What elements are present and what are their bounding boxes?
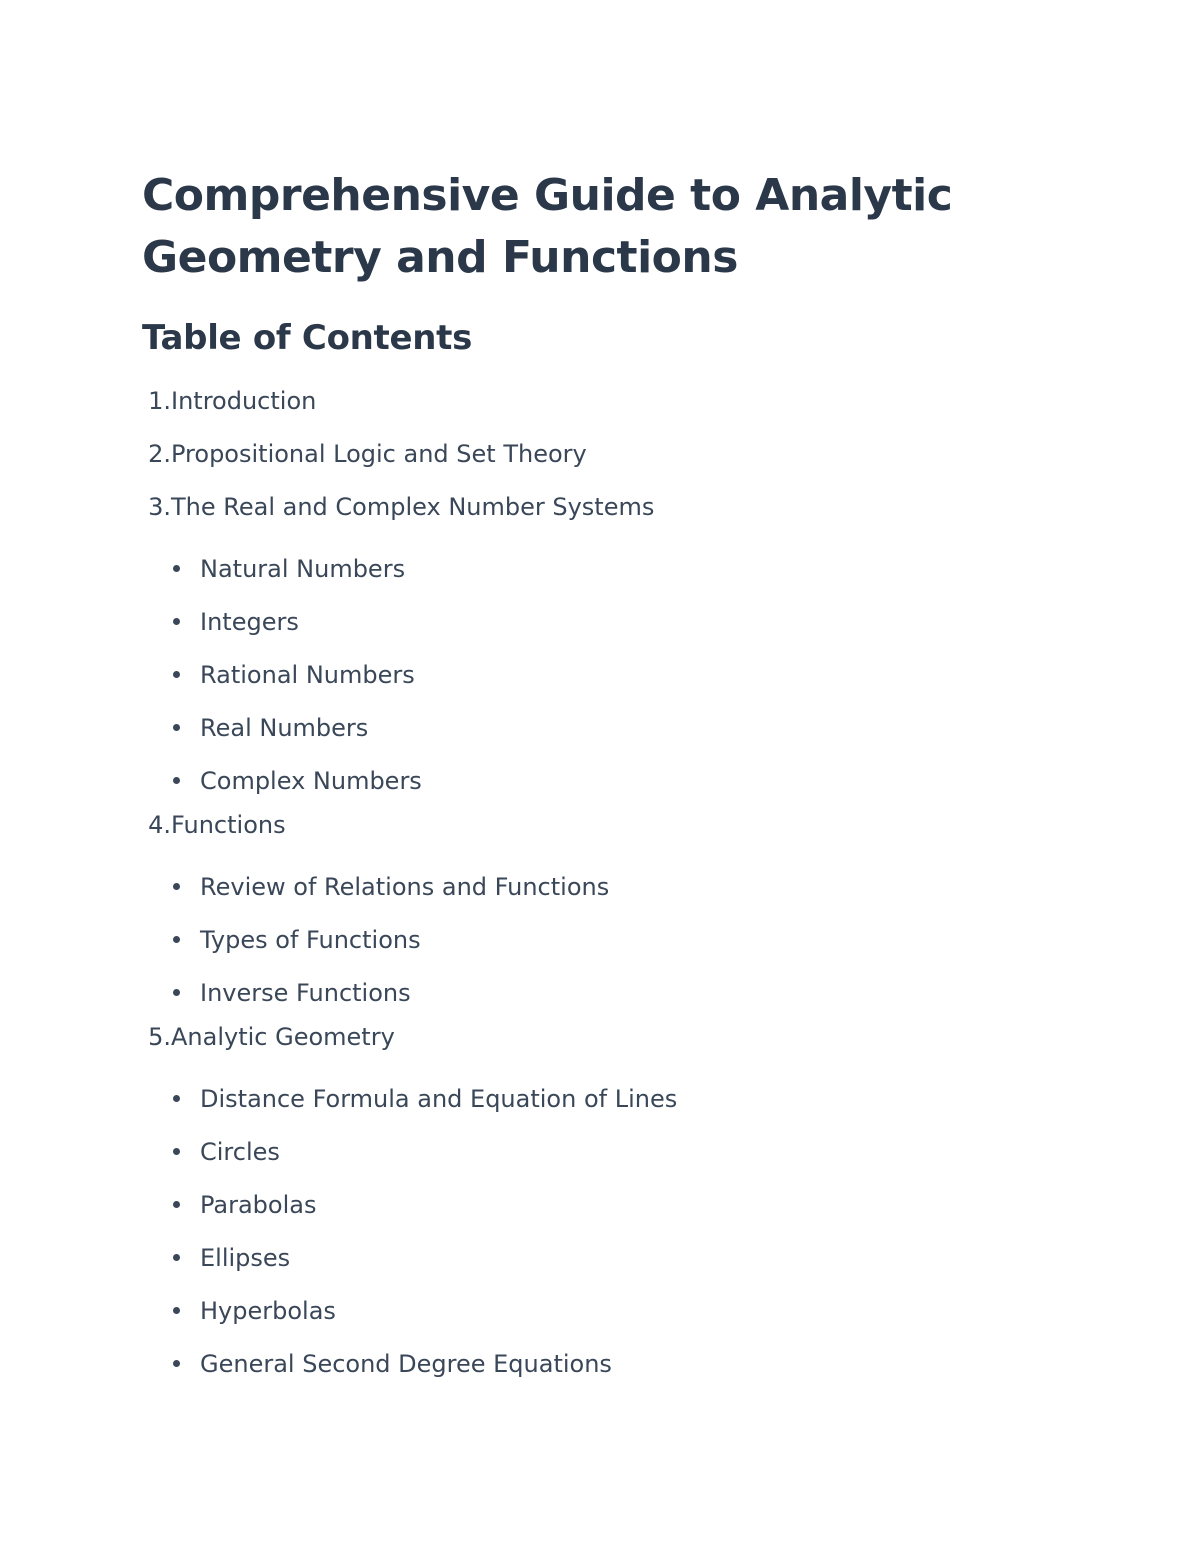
bullet-icon	[173, 565, 180, 572]
toc-subitem	[142, 1284, 1082, 1337]
toc-subitem	[142, 1072, 1082, 1125]
toc-subitem-label: Types of Functions	[200, 925, 421, 954]
toc-entry	[142, 1019, 1082, 1072]
toc-subitem-label: Hyperbolas	[200, 1296, 336, 1325]
toc-number: 4.	[148, 811, 171, 839]
bullet-icon	[173, 1307, 180, 1314]
toc-subitem	[142, 913, 1082, 966]
toc-number: 5.	[148, 1023, 171, 1051]
toc-label: Propositional Logic and Set Theory	[171, 440, 587, 468]
toc-subitem	[142, 542, 1082, 595]
bullet-icon	[173, 777, 180, 784]
bullet-icon	[173, 1095, 180, 1102]
toc-item-propositional-logic	[142, 436, 1082, 489]
bullet-icon	[173, 618, 180, 625]
toc-subitem-label: Integers	[200, 607, 299, 636]
toc-heading: Table of Contents	[142, 318, 473, 358]
toc-sublist	[142, 1072, 1082, 1390]
toc-subitem-label: Parabolas	[200, 1190, 317, 1219]
document-title: Comprehensive Guide to Analytic Geometry and Functions	[142, 170, 953, 283]
bullet-icon	[173, 936, 180, 943]
bullet-icon	[173, 883, 180, 890]
toc-item-introduction	[142, 383, 1082, 436]
toc-label: The Real and Complex Number Systems	[171, 493, 655, 521]
document-page	[142, 165, 1082, 1390]
toc-number: 1.	[148, 387, 171, 415]
toc-subitem	[142, 701, 1082, 754]
bullet-icon	[173, 671, 180, 678]
toc-label: Functions	[171, 811, 286, 839]
toc-subitem	[142, 860, 1082, 913]
toc-number: 3.	[148, 493, 171, 521]
toc-subitem-label: Circles	[200, 1137, 280, 1166]
toc-subitem	[142, 754, 1082, 807]
toc-label: Introduction	[171, 387, 317, 415]
toc-entry	[142, 489, 1082, 542]
toc-subitem-label: Distance Formula and Equation of Lines	[200, 1084, 678, 1113]
bullet-icon	[173, 724, 180, 731]
toc-subitem	[142, 1125, 1082, 1178]
bullet-icon	[173, 1254, 180, 1261]
bullet-icon	[173, 1148, 180, 1155]
bullet-icon	[173, 1360, 180, 1367]
toc-subitem	[142, 966, 1082, 1019]
toc-item-number-systems	[142, 489, 1082, 807]
toc-number: 2.	[148, 440, 171, 468]
toc-entry	[142, 383, 1082, 436]
table-of-contents	[142, 383, 1082, 1390]
toc-subitem	[142, 1231, 1082, 1284]
toc-subitem-label: Review of Relations and Functions	[200, 872, 610, 901]
toc-subitem-label: Complex Numbers	[200, 766, 422, 795]
toc-subitem-label: General Second Degree Equations	[200, 1349, 612, 1378]
toc-subitem	[142, 1178, 1082, 1231]
toc-subitem-label: Rational Numbers	[200, 660, 415, 689]
toc-item-analytic-geometry	[142, 1019, 1082, 1390]
bullet-icon	[173, 1201, 180, 1208]
toc-subitem-label: Real Numbers	[200, 713, 369, 742]
bullet-icon	[173, 989, 180, 996]
toc-sublist	[142, 542, 1082, 807]
toc-subitem	[142, 1337, 1082, 1390]
toc-subitem-label: Inverse Functions	[200, 978, 411, 1007]
toc-subitem	[142, 648, 1082, 701]
toc-sublist	[142, 860, 1082, 1019]
toc-subitem	[142, 595, 1082, 648]
toc-item-functions	[142, 807, 1082, 1019]
toc-subitem-label: Natural Numbers	[200, 554, 406, 583]
toc-entry	[142, 436, 1082, 489]
toc-entry	[142, 807, 1082, 860]
toc-label: Analytic Geometry	[171, 1023, 395, 1051]
toc-subitem-label: Ellipses	[200, 1243, 291, 1272]
